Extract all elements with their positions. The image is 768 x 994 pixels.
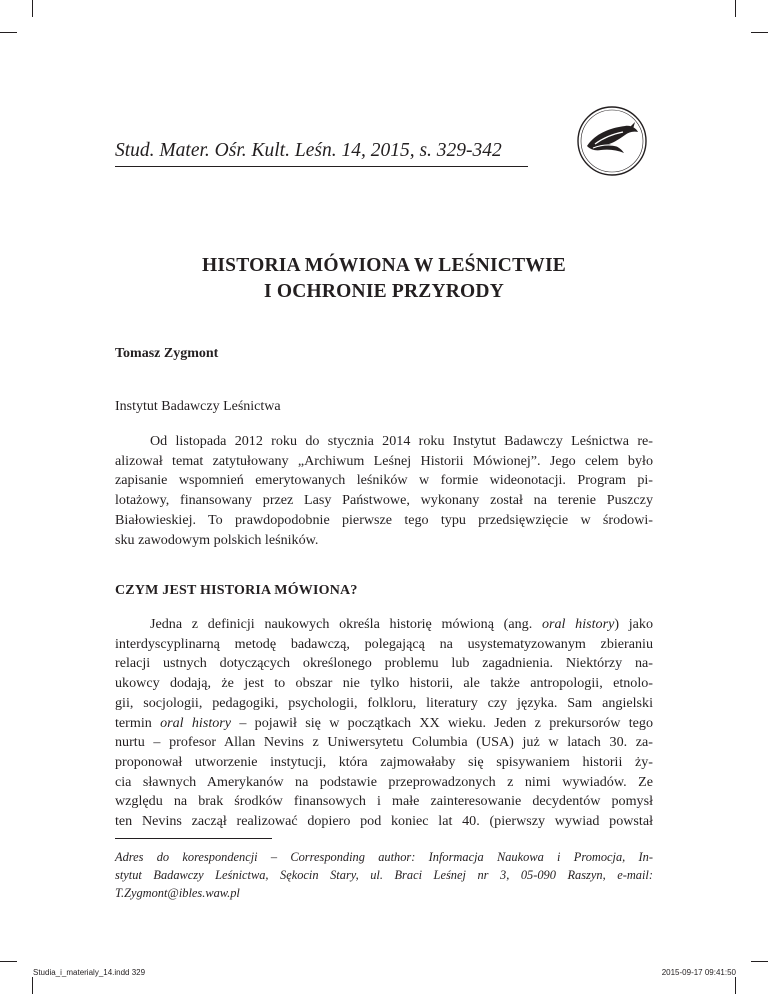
author-name: Tomasz Zygmont — [115, 346, 219, 361]
crop-mark — [735, 977, 736, 994]
text-line: sku zawodowym polskich leśników. — [115, 531, 319, 548]
footnote-line: Adres do korespondencji – Corresponding author: Informacja Naukowa i Promocja, In- — [115, 850, 653, 864]
text-line: gii, socjologii, pedagogiki, psychologii, folkloru, literatury czy języka. Sam angielski — [115, 694, 653, 711]
text-line: Białowieskiej. To prawdopodobnie pierwsze tego typu przedsięwzięcie w środowi- — [115, 511, 653, 528]
text-line: lotażowy, finansowany przez Lasy Państwowe, wykonany został na terenie Puszczy — [115, 492, 653, 509]
text-fragment: termin — [115, 714, 161, 731]
text-fragment: ) jako — [614, 616, 653, 632]
print-slug-file: Studia_i_materialy_14.indd 329 — [33, 968, 146, 977]
text-line: cia sławnych Amerykanów na podstawie przeprowadzonych z nimi wywiadów. Ze — [115, 773, 653, 790]
journal-rule — [115, 166, 528, 167]
text-line: relacji ustnych dotyczących określonego problemu lub zagadnienia. Niektórzy na- — [115, 655, 653, 672]
print-slug-timestamp: 2015-09-17 09:41:50 — [661, 968, 736, 977]
body-paragraph — [115, 615, 653, 832]
footnote-rule — [115, 838, 272, 839]
abstract — [115, 432, 653, 550]
text-line: interdyscyplinarną metodę badawczą, polegającą na usystematyzowanym zbieraniu — [115, 635, 653, 652]
crop-mark — [32, 977, 33, 994]
footnote — [115, 848, 653, 902]
crop-mark — [0, 961, 17, 962]
text-line — [115, 714, 653, 734]
crop-mark — [735, 0, 736, 17]
text-line: proponował utworzenie instytucji, która zajmowałaby się spisywaniem historii ży- — [115, 753, 653, 770]
text-line: Od listopada 2012 roku do stycznia 2014 roku Instytut Badawczy Leśnictwa re- — [150, 433, 653, 449]
section-heading: CZYM JEST HISTORIA MÓWIONA? — [115, 583, 358, 598]
journal-reference: Stud. Mater. Ośr. Kult. Leśn. 14, 2015, s. 329-342 — [115, 140, 502, 161]
footnote-line: stytut Badawczy Leśnictwa, Sękocin Stary, ul. Braci Leśnej nr 3, 05-090 Raszyn, e-mail: — [115, 868, 653, 882]
crop-mark — [0, 32, 17, 33]
title-line: HISTORIA MÓWIONA W LEŚNICTWIE — [202, 255, 566, 276]
publisher-logo-icon — [575, 104, 649, 178]
text-line: alizował temat zatytułowany „Archiwum Leśnej Historii Mówionej”. Jego celem było — [115, 452, 653, 469]
text-line: względu na brak środków finansowych i małe zainteresowanie decydentów pomysł — [115, 793, 653, 810]
italic-term: oral history — [541, 616, 615, 632]
crop-mark — [32, 0, 33, 17]
text-line: ukowcy dodają, że jest to obszar nie tylko historii, ale także antropologii, etnolo- — [115, 675, 653, 692]
article-title — [100, 253, 668, 305]
text-line — [115, 615, 653, 635]
crop-mark — [751, 32, 768, 33]
crop-mark — [751, 961, 768, 962]
footnote-email: T.Zygmont@ibles.waw.pl — [115, 886, 240, 900]
italic-term: oral history — [160, 714, 232, 731]
author-affiliation: Instytut Badawczy Leśnictwa — [115, 399, 281, 414]
text-fragment: – pojawił się w początkach XX wieku. Jeden z prekursorów tego — [231, 714, 653, 731]
text-line: nurtu – profesor Allan Nevins z Uniwersytetu Columbia (USA) już w latach 30. za- — [115, 734, 653, 751]
title-line: I OCHRONIE PRZYRODY — [264, 281, 504, 302]
text-fragment: Jedna z definicji naukowych określa historię mówioną (ang. — [150, 616, 542, 632]
text-line: ten Nevins zaczął realizować dopiero pod koniec lat 40. (pierwszy wywiad powstał — [115, 813, 653, 830]
text-line: zapisanie wspomnień emerytowanych leśników w formie wideonotacji. Program pi- — [115, 472, 653, 489]
